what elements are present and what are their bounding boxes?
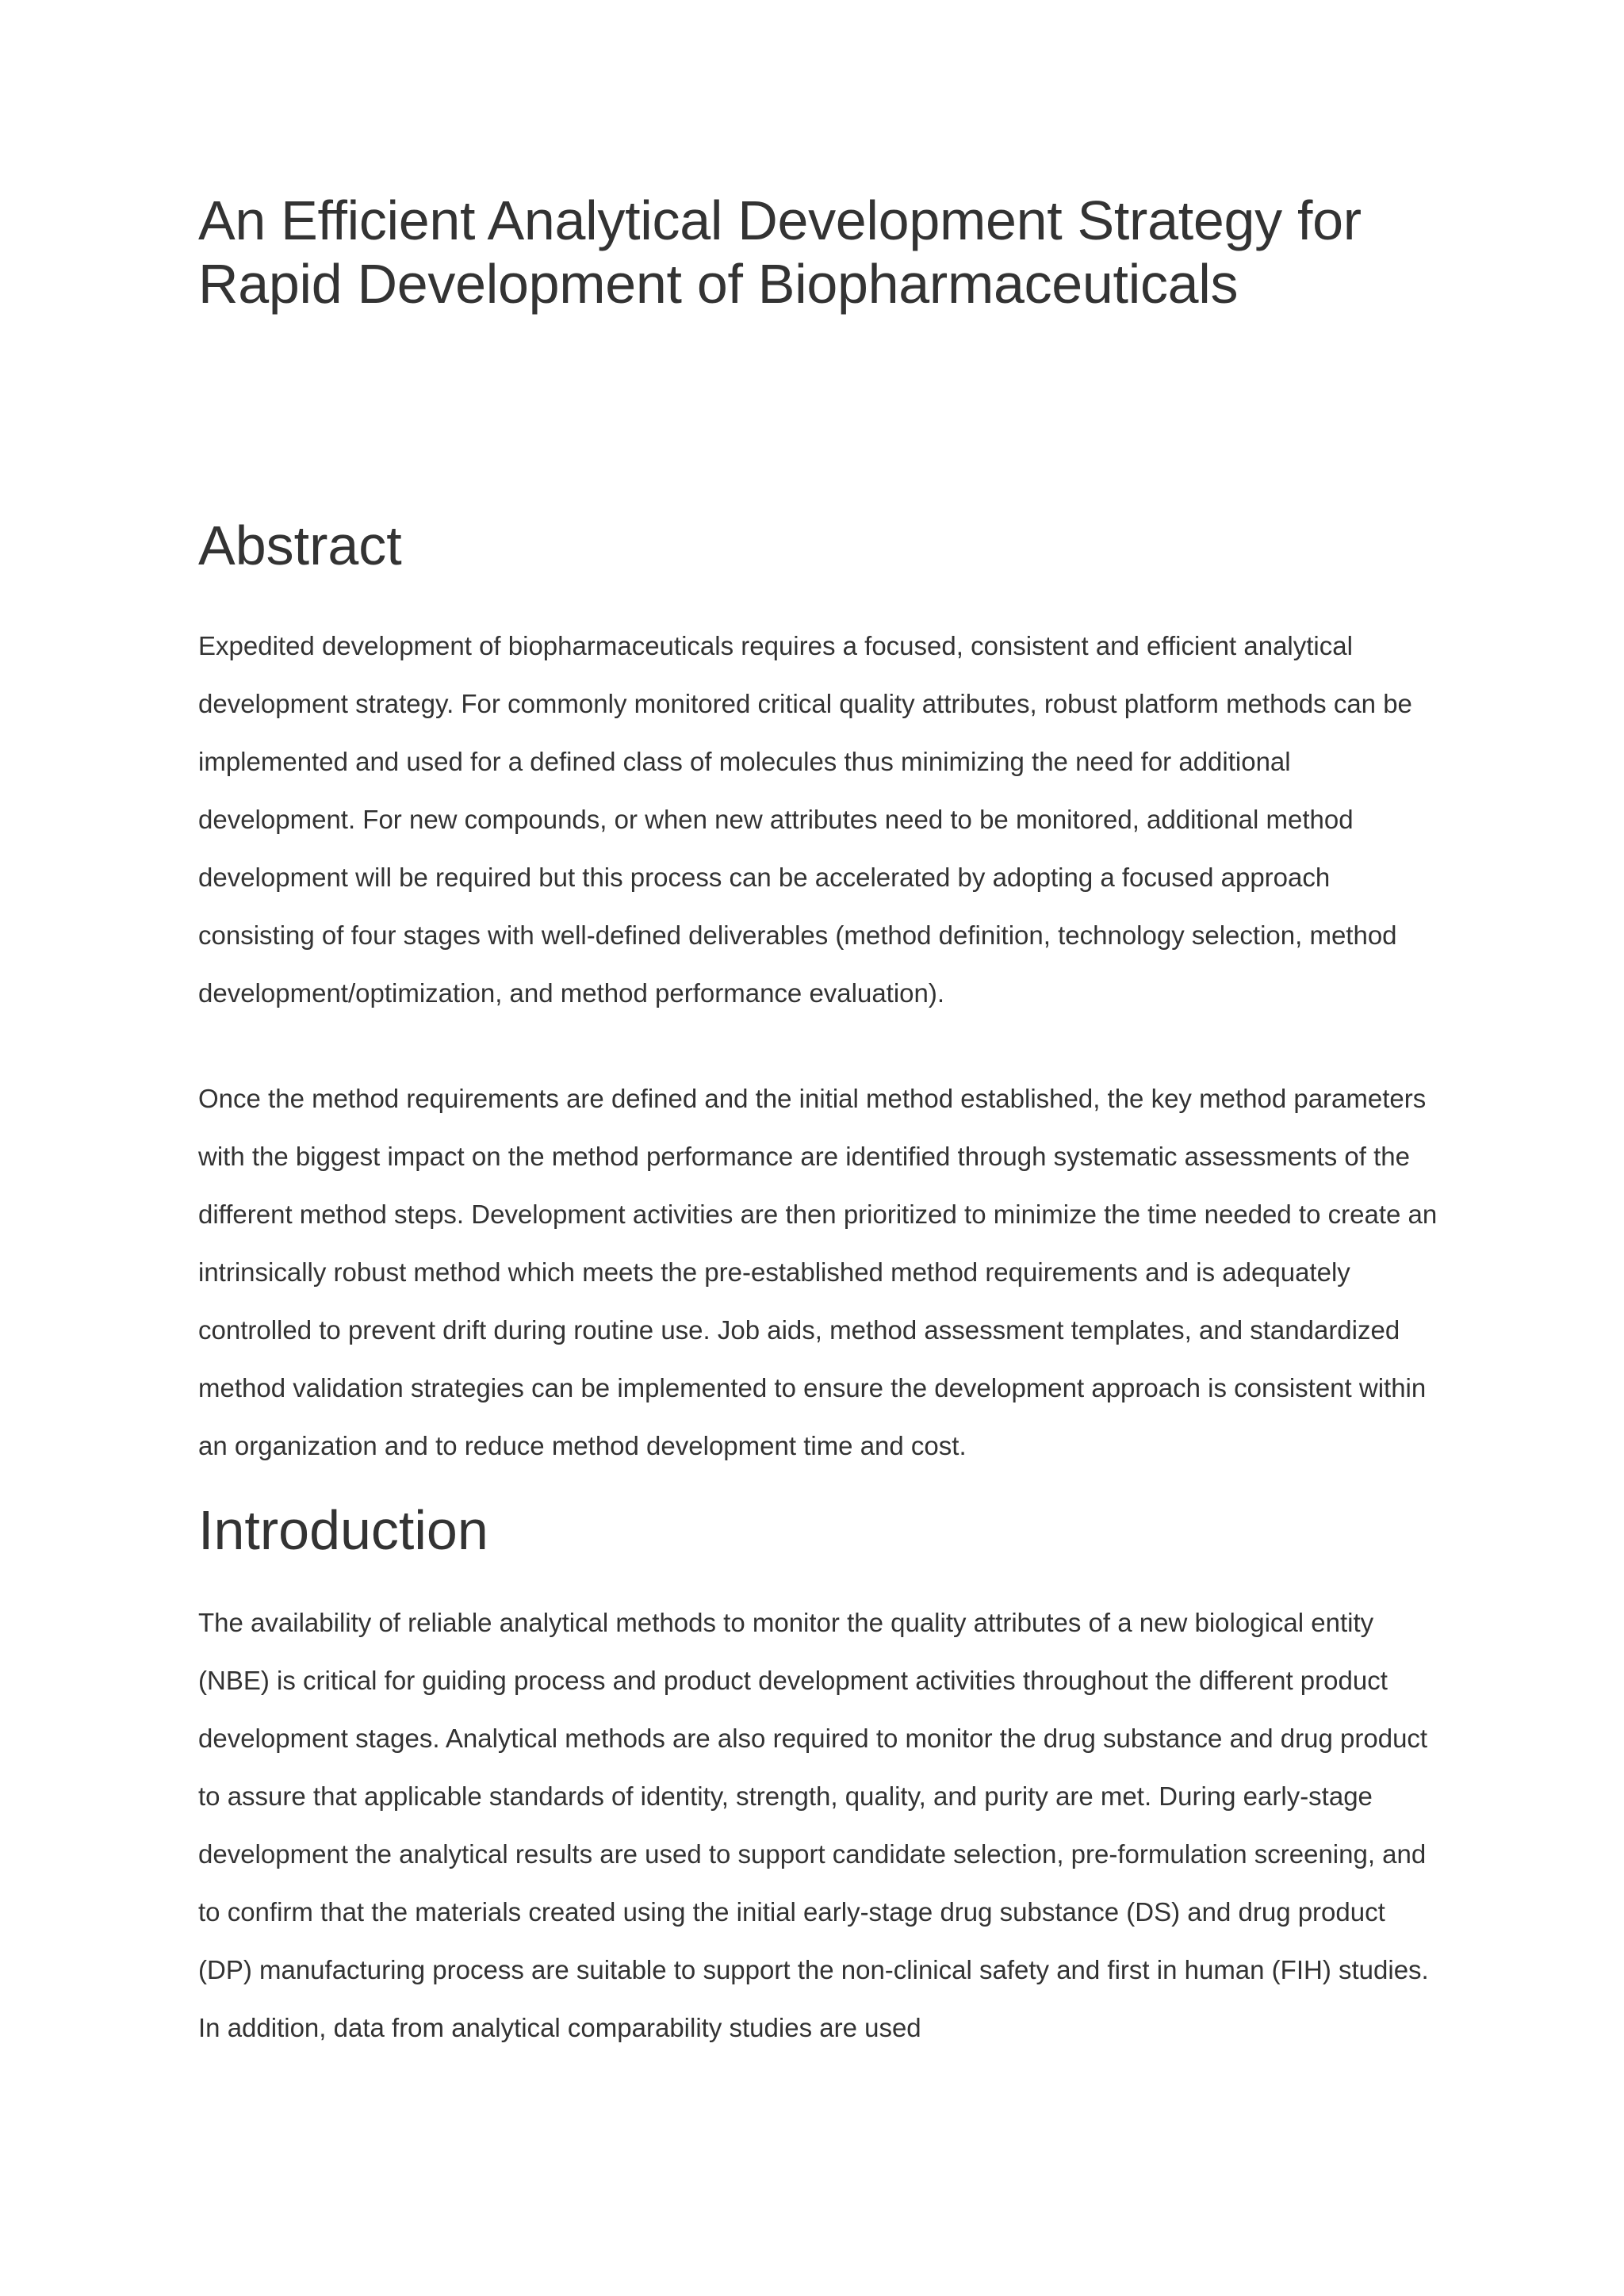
document-body xyxy=(198,189,1443,2057)
introduction-heading: Introduction xyxy=(198,1499,488,1561)
abstract-heading: Abstract xyxy=(198,515,402,576)
abstract-paragraph-1: Expedited development of biopharmaceuticals requires a focused, consistent and efficient analytical development strategy. For commonly monitored critical quality attributes, robust platform methods can be implemented and used for a defined class of molecules thus minimizing the need for additional development. For new compounds, or when new attributes need to be monitored, additional method development will be required but this process can be accelerated by adopting a focused approach consisting of four stages with well-defined deliverables (method definition, technology selection, method development/optimization, and method performance evaluation). xyxy=(198,631,1412,1008)
abstract-paragraph-2: Once the method requirements are defined and the initial method established, the key method parameters with the biggest impact on the method performance are identified through systematic assessments of the different method steps. Development activities are then prioritized to minimize the time needed to create an intrinsically robust method which meets the pre-established method requirements and is adequately controlled to prevent drift during routine use. Job aids, method assessment templates, and standardized method validation strategies can be implemented to ensure the development approach is consistent within an organization and to reduce method development time and cost. xyxy=(198,1084,1438,1460)
document-title: An Efficient Analytical Development Strategy for Rapid Development of Biopharmaceuticals xyxy=(198,189,1362,315)
introduction-paragraph-1: The availability of reliable analytical methods to monitor the quality attributes of a new biological entity (NBE) is critical for guiding process and product development activities throughout the different product development stages. Analytical methods are also required to monitor the drug substance and drug product to assure that applicable standards of identity, strength, quality, and purity are met. During early-stage development the analytical results are used to support candidate selection, pre-formulation screening, and to confirm that the materials created using the initial early-stage drug substance (DS) and drug product (DP) manufacturing process are suitable to support the non-clinical safety and first in human (FIH) studies. In addition, data from analytical comparability studies are used xyxy=(198,1608,1429,2042)
